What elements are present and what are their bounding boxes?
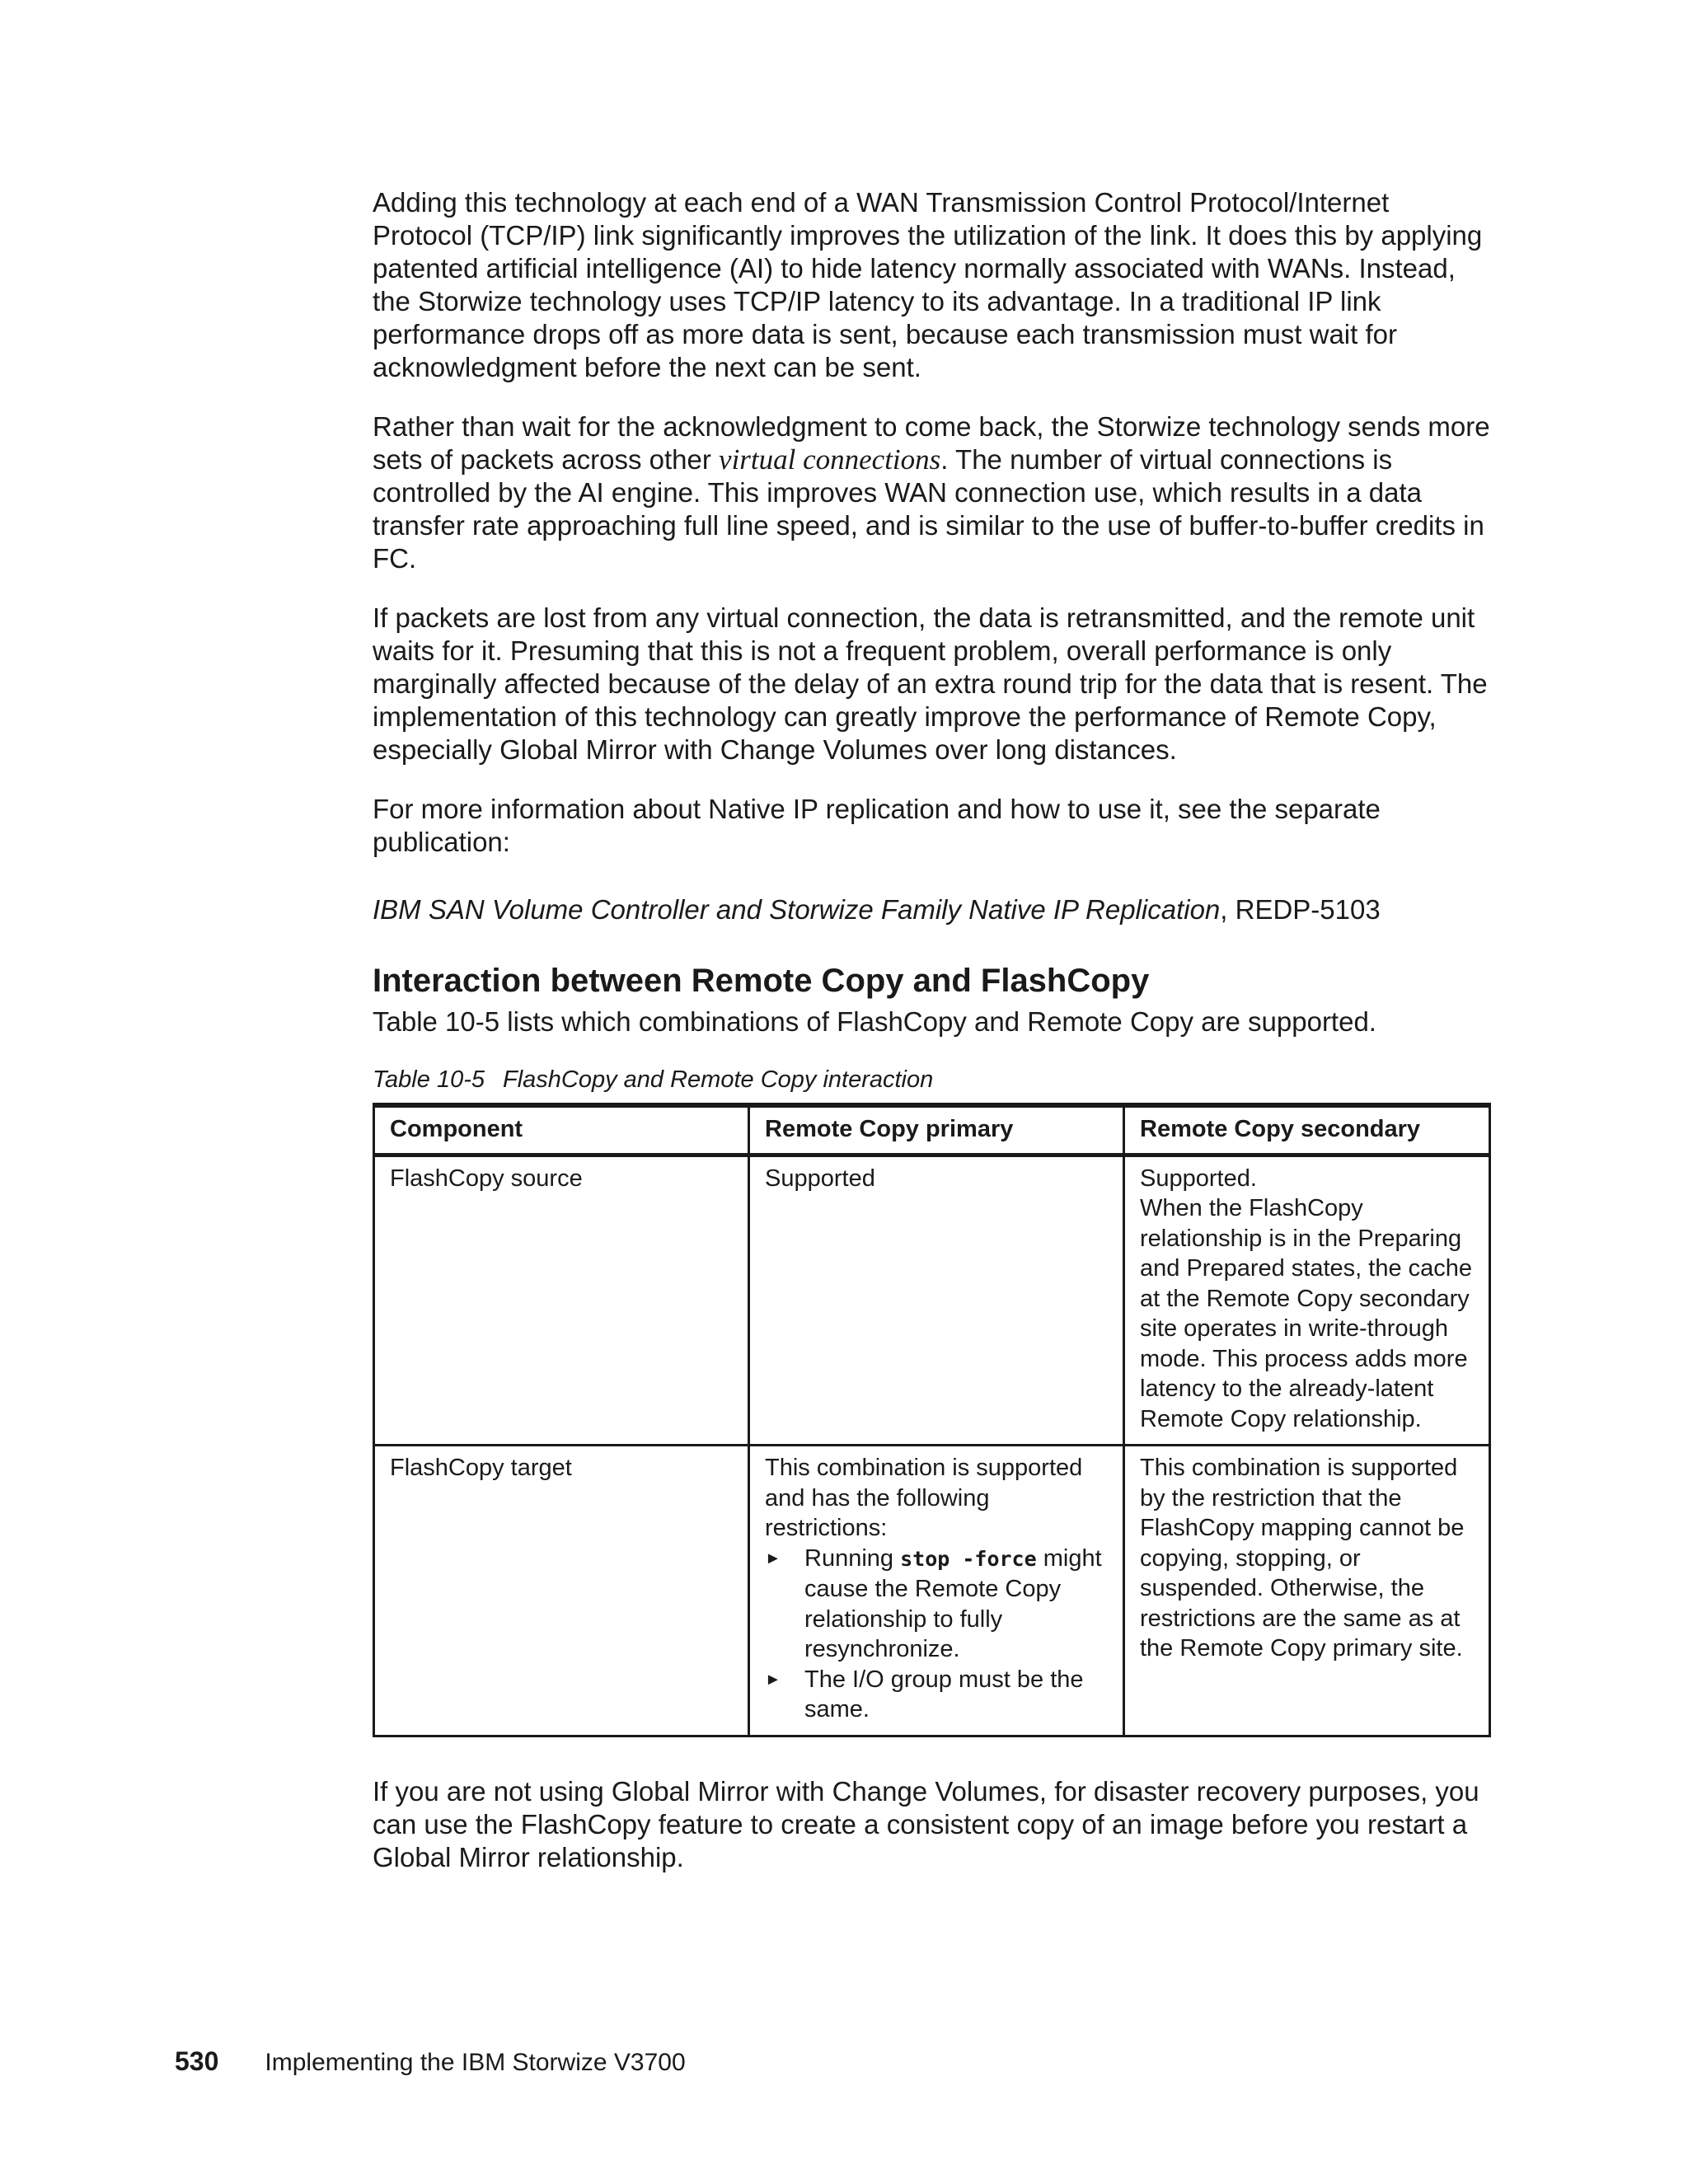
paragraph-ai-technology: Adding this technology at each end of a WAN Transmission Control Protocol/Internet Protocol (TCP/IP) link significantly improves the utilization of the link. It does this by applying patented artificial intelligence (AI) to hide latency normally associated with WANs. Instead, the Storwize technology uses TCP/IP latency to its advantage. In a traditional IP link performance drops off as more data is sent, because each transmission must wait for acknowledgment before the next can be sent.	[373, 187, 1483, 382]
header-secondary: Remote Copy secondary	[1124, 1105, 1490, 1155]
page-content	[373, 186, 1493, 1900]
cell-component: FlashCopy source	[374, 1155, 749, 1446]
page-footer	[175, 2046, 686, 2078]
triangle-bullet-icon: ►	[765, 1670, 781, 1689]
page-number: 530	[175, 2046, 219, 2076]
cell-component: FlashCopy target	[374, 1446, 749, 1736]
list-item-text: Running	[804, 1544, 901, 1572]
header-component: Component	[374, 1105, 749, 1155]
header-primary: Remote Copy primary	[749, 1105, 1124, 1155]
interaction-table	[373, 1103, 1491, 1737]
cell-secondary: This combination is supported by the restriction that the FlashCopy mapping cannot be copying, stopping, or suspended. Otherwise, the restrictions are the same as at the Remote Copy primary site.	[1124, 1446, 1490, 1736]
cell-secondary	[1124, 1155, 1490, 1446]
table-row	[374, 1155, 1490, 1446]
publication-id: , REDP-5103	[1220, 894, 1381, 925]
list-item	[765, 1665, 1108, 1725]
paragraph-text: . The number of virtual connections is controlled by the AI engine. This improves WAN connection use, which results in a data transfer rate approaching full line speed, and is similar to the use of buffer-to-buffer credits in FC.	[373, 444, 1484, 574]
table-caption-number: Table 10-5	[373, 1066, 485, 1093]
book-title: Implementing the IBM Storwize V3700	[265, 2049, 686, 2076]
section-heading: Interaction between Remote Copy and FlashCopy	[373, 963, 1150, 999]
paragraph-global-mirror: If you are not using Global Mirror with Change Volumes, for disaster recovery purposes, you can use the FlashCopy feature to create a consistent copy of an image before you restart a Global Mirror relationship.	[373, 1775, 1479, 1872]
publication-reference	[373, 893, 1493, 926]
triangle-bullet-icon: ►	[765, 1549, 781, 1568]
table-header-row	[374, 1105, 1490, 1155]
list-item	[765, 1544, 1108, 1665]
command-code: stop -force	[900, 1546, 1037, 1571]
publication-title: IBM SAN Volume Controller and Storwize Family Native IP Replication	[373, 894, 1221, 925]
cell-secondary-first: Supported.	[1140, 1165, 1257, 1192]
cell-primary-intro: This combination is supported and has the following restrictions:	[765, 1455, 1083, 1541]
table-caption-title: FlashCopy and Remote Copy interaction	[502, 1066, 934, 1093]
section-intro: Table 10-5 lists which combinations of FlashCopy and Remote Copy are supported.	[373, 1006, 1376, 1037]
cell-primary: Supported	[749, 1155, 1124, 1446]
restrictions-list	[765, 1544, 1108, 1725]
list-item-text: might cause the Remote Copy relationship to fully resynchronize.	[804, 1544, 1102, 1662]
table-caption	[373, 1065, 1493, 1094]
list-item-text: The I/O group must be the same.	[804, 1666, 1084, 1722]
paragraph-text: Rather than wait for the acknowledgment to come back, the Storwize technology sends more sets of packets across other	[373, 411, 1490, 475]
table-row	[374, 1446, 1490, 1736]
cell-secondary-rest: When the FlashCopy relationship is in the Preparing and Prepared states, the cache at the Remote Copy secondary site operates in write-through mode. This process adds more latency to the already-latent Remote Copy relationship.	[1140, 1195, 1473, 1432]
paragraph-lost-packets: If packets are lost from any virtual connection, the data is retransmitted, and the remote unit waits for it. Presuming that this is not a frequent problem, overall performance is only marginally affected because of the delay of an extra round trip for the data that is resent. The implementation of this technology can greatly improve the performance of Remote Copy, especially Global Mirror with Change Volumes over long distances.	[373, 602, 1488, 765]
paragraph-more-info: For more information about Native IP replication and how to use it, see the separate publication:	[373, 794, 1381, 857]
emphasis-virtual-connections: virtual connections	[719, 443, 941, 476]
cell-primary	[749, 1446, 1124, 1736]
paragraph-virtual-connections	[373, 410, 1493, 575]
